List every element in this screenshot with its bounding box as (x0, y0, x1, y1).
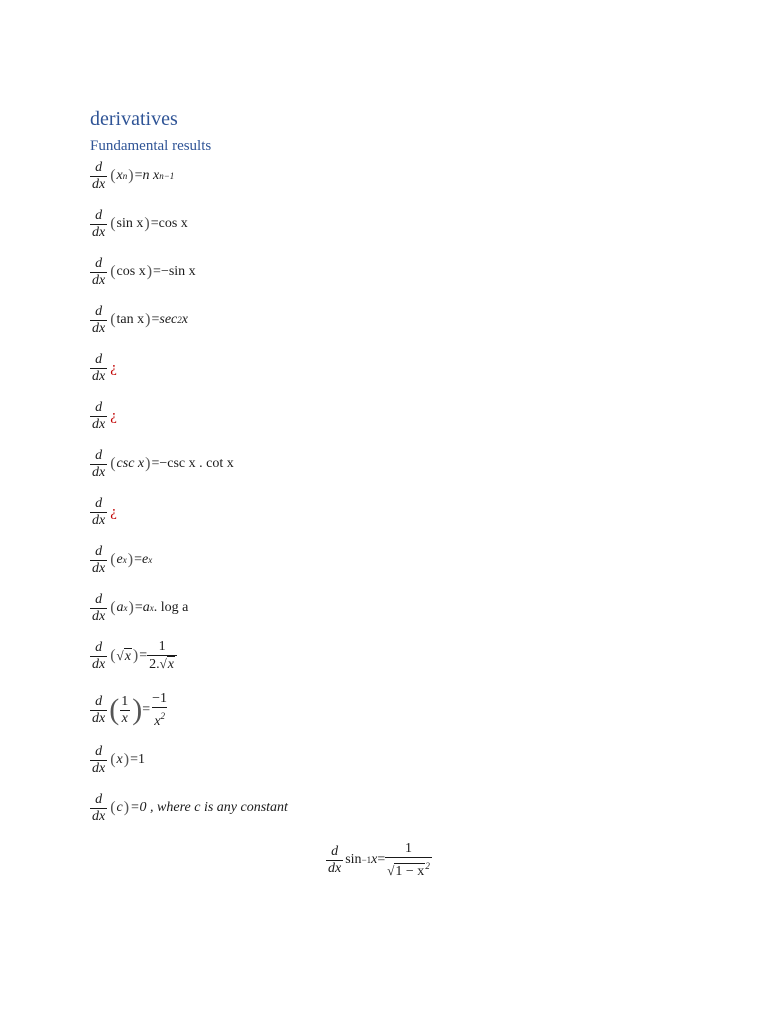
missing-glyph: ¿ (110, 503, 117, 520)
derivative-operator: $\frac{d}{dx}$ (328, 843, 342, 876)
equation-tan: $\frac{d}{dx}$ ( tan x ) = sec 2 x (92, 303, 188, 336)
equation-reciprocal: $\frac{d}{dx}$ ( $\frac{1}{x}$ ) = $\frac{-1}{x^2}$ (92, 690, 168, 729)
equation-ax: $\frac{d}{dx}$ ( a x ) = a x . log a (92, 591, 189, 624)
equation-csc: $\frac{d}{dx}$ ( csc x ) =−csc x . cot x (92, 447, 234, 480)
derivative-operator: $\frac{d}{dx}$ (92, 639, 106, 672)
derivative-operator: $\frac{d}{dx}$ (92, 543, 106, 576)
fraction: $\frac{1}{2.√x}$ (147, 639, 177, 673)
equation-power-rule: $\frac{d}{dx}$ ( x n ) = n x n−1 (92, 159, 175, 192)
equation-sqrt: $\frac{d}{dx}$ ( √ x ) = $\frac{1}{2.√x}$ (90, 638, 179, 674)
derivative-operator: $\frac{d}{dx}$ (92, 693, 106, 726)
equation-broken-3 (90, 494, 117, 530)
derivative-operator: $\frac{d}{dx}$ (92, 495, 106, 528)
derivative-operator: $\frac{d}{dx}$ (92, 255, 106, 288)
derivative-operator: $\frac{d}{dx}$ (92, 303, 106, 336)
equation-broken-2 (90, 398, 117, 434)
equation-cos: $\frac{d}{dx}$ ( cos x ) =−sin x (92, 255, 196, 288)
equation-sin: $\frac{d}{dx}$ ( sin x ) =cos x (92, 207, 188, 240)
derivative-operator: $\frac{d}{dx}$ (92, 791, 106, 824)
section-heading: Fundamental results (90, 138, 212, 154)
fraction: $\frac{1}{√1 - x^2}$ (387, 840, 430, 879)
derivative-operator: $\frac{d}{dx}$ (92, 351, 106, 384)
equation-arcsin: $\frac{d}{dx}$ sin −1 x = $\frac{1}{√1 - x^2}$ (328, 840, 430, 879)
inner-fraction: $\frac{1}{x}$ (121, 693, 129, 726)
derivative-operator: $\frac{d}{dx}$ (92, 399, 106, 432)
equation-constant: $\frac{d}{dx}$ ( c ) =0 , where c is any constant (92, 791, 288, 824)
derivative-operator: $\frac{d}{dx}$ (92, 159, 106, 192)
derivative-operator: $\frac{d}{dx}$ (92, 591, 106, 624)
missing-glyph: ¿ (110, 407, 117, 424)
derivative-operator: $\frac{d}{dx}$ (92, 207, 106, 240)
derivative-operator: $\frac{d}{dx}$ (92, 447, 106, 480)
missing-glyph: ¿ (110, 359, 117, 376)
equation-identity: $\frac{d}{dx}$ ( x ) =1 (92, 743, 145, 776)
page-title: derivatives (90, 108, 178, 130)
derivative-operator: $\frac{d}{dx}$ (92, 743, 106, 776)
fraction: $\frac{-1}{x^2}$ (152, 690, 168, 729)
equation-broken-1 (90, 350, 117, 386)
equation-exp: $\frac{d}{dx}$ ( e x ) = e x (92, 543, 153, 576)
